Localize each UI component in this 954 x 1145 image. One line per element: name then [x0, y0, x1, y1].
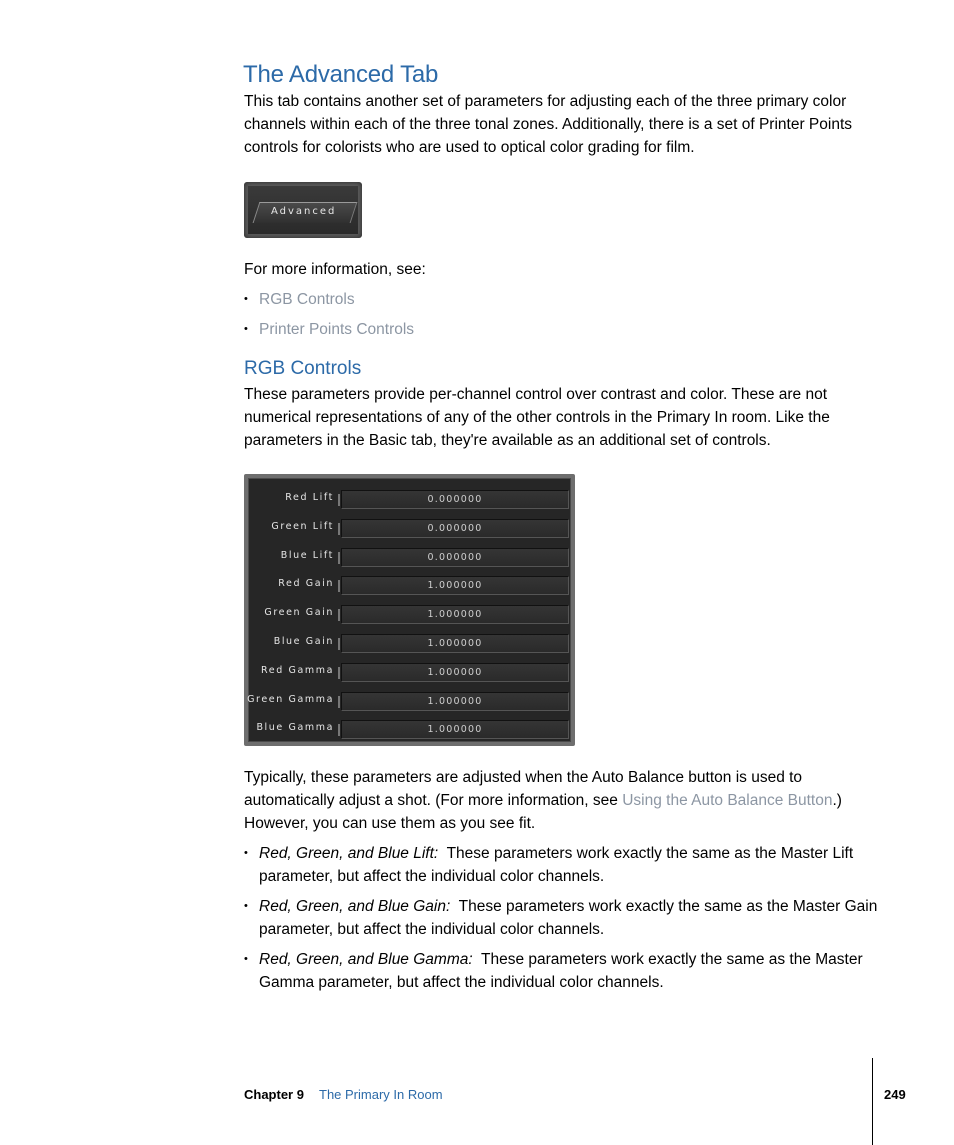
section-heading: RGB Controls	[244, 358, 362, 379]
control-label: Blue Lift	[280, 550, 334, 561]
red-gamma-field[interactable]	[341, 663, 569, 682]
control-value: 0.000000	[427, 523, 483, 534]
advanced-tab-label: Advanced	[271, 206, 337, 217]
list-item	[244, 948, 884, 994]
printer-points-controls-link[interactable]: Printer Points Controls	[259, 321, 415, 338]
control-row-green-gain	[249, 604, 570, 626]
definition-term: Red, Green, and Blue Gamma:	[259, 951, 473, 968]
auto-balance-link[interactable]: Using the Auto Balance Button	[622, 792, 833, 809]
field-notch	[338, 580, 340, 592]
panel-inner	[248, 478, 571, 742]
control-label: Blue Gain	[273, 636, 334, 647]
control-value: 1.000000	[427, 696, 483, 707]
link-list	[244, 288, 884, 341]
control-value: 1.000000	[427, 609, 483, 620]
field-notch	[338, 552, 340, 564]
blue-gain-field[interactable]	[341, 634, 569, 653]
typically-text: Typically, these parameters are adjusted when the Auto Balance button is used to automatically adjust a shot. (For more information, see	[244, 769, 803, 809]
page-number: 249	[884, 1087, 906, 1102]
control-value: 0.000000	[427, 552, 483, 563]
intro-paragraph: This tab contains another set of parameters for adjusting each of the three primary color channels within each of the three tonal zones. Additionally, there is a set of Printer Points controls for colorists who are used to optical color grading for film.	[244, 93, 853, 156]
field-notch	[338, 638, 340, 650]
definition-text: These parameters work exactly the same as the Master Gamma parameter, but affect the individual color channels.	[259, 951, 863, 991]
blue-gamma-field[interactable]	[341, 720, 569, 739]
more-info-block	[244, 258, 884, 341]
field-notch	[338, 667, 340, 679]
footer-chapter: Chapter 9	[244, 1087, 304, 1102]
list-item	[244, 842, 884, 888]
advanced-tab-image	[244, 182, 362, 238]
control-label: Green Gamma	[247, 694, 334, 705]
page-title: The Advanced Tab	[243, 61, 439, 88]
rgb-controls-link[interactable]: RGB Controls	[259, 291, 355, 308]
control-row-blue-lift	[249, 547, 570, 569]
blue-lift-field[interactable]	[341, 548, 569, 567]
rgb-controls-panel	[244, 474, 575, 746]
list-item	[244, 288, 884, 311]
green-gain-field[interactable]	[341, 605, 569, 624]
control-row-green-gamma	[249, 691, 570, 713]
rgb-description: These parameters provide per-channel control over contrast and color. These are not numerical representations of any of the other controls in the Primary In room. Like the parameters in the Basic tab, they're available as an additional set of controls.	[244, 386, 830, 449]
field-notch	[338, 696, 340, 708]
control-row-red-gain	[249, 575, 570, 597]
green-gamma-field[interactable]	[341, 692, 569, 711]
control-value: 0.000000	[427, 494, 483, 505]
control-row-blue-gamma	[249, 719, 570, 741]
field-notch	[338, 609, 340, 621]
control-row-red-gamma	[249, 662, 570, 684]
definition-term: Red, Green, and Blue Lift:	[259, 845, 439, 862]
definition-term: Red, Green, and Blue Gain:	[259, 898, 451, 915]
footer-chapter-title[interactable]: The Primary In Room	[319, 1087, 443, 1102]
more-info-text: For more information, see:	[244, 261, 426, 278]
typically-text-end: .) However, you can use them as you see fit.	[244, 792, 842, 832]
typically-paragraph	[244, 766, 884, 835]
control-row-red-lift	[249, 489, 570, 511]
control-value: 1.000000	[427, 724, 483, 735]
control-value: 1.000000	[427, 580, 483, 591]
footer-divider	[872, 1058, 873, 1145]
control-label: Red Gamma	[261, 665, 334, 676]
control-label: Blue Gamma	[256, 722, 334, 733]
control-label: Red Lift	[285, 492, 334, 503]
field-notch	[338, 523, 340, 535]
red-gain-field[interactable]	[341, 576, 569, 595]
definitions-list	[244, 842, 884, 994]
definition-text: These parameters work exactly the same as the Master Gain parameter, but affect the individual color channels.	[259, 898, 878, 938]
control-label: Red Gain	[278, 578, 334, 589]
definition-text: These parameters work exactly the same as the Master Lift parameter, but affect the individual color channels.	[259, 845, 854, 885]
control-value: 1.000000	[427, 638, 483, 649]
list-item	[244, 318, 884, 341]
green-lift-field[interactable]	[341, 519, 569, 538]
control-label: Green Lift	[271, 521, 334, 532]
control-row-blue-gain	[249, 633, 570, 655]
control-value: 1.000000	[427, 667, 483, 678]
field-notch	[338, 724, 340, 736]
field-notch	[338, 494, 340, 506]
red-lift-field[interactable]	[341, 490, 569, 509]
control-label: Green Gain	[264, 607, 334, 618]
list-item	[244, 895, 884, 941]
control-row-green-lift	[249, 518, 570, 540]
